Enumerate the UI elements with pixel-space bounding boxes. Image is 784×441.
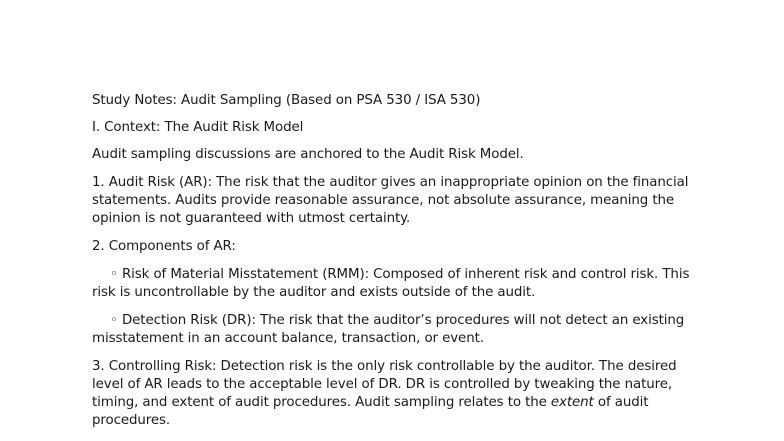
bullet-detection-risk: ◦ Detection Risk (DR): The risk that the auditor’s procedures will not detect an existing misstatement in an account balance, transaction, or event. bbox=[92, 313, 685, 346]
controlling-risk-text: 3. Controlling Risk: Detection risk is the only risk controllable by the auditor. The desired level of AR leads to the acceptable level of DR. DR is controlled by tweaking the nature, timing, and extent of audit procedures. Audit sampling relates to the bbox=[92, 359, 677, 410]
document-title: Study Notes: Audit Sampling (Based on PSA 530 / ISA 530) bbox=[92, 93, 481, 108]
bullet-rmm: ◦ Risk of Material Misstatement (RMM): Composed of inherent risk and control risk. This risk is uncontrollable by the auditor and exists outside of the audit. bbox=[92, 267, 690, 300]
intro-paragraph: Audit sampling discussions are anchored to the Audit Risk Model. bbox=[92, 147, 524, 162]
extent-emphasis: extent bbox=[550, 395, 594, 410]
point-controlling-risk bbox=[92, 358, 692, 430]
controlling-risk-tail: of audit procedures. bbox=[92, 395, 649, 428]
point-audit-risk: 1. Audit Risk (AR): The risk that the auditor gives an inappropriate opinion on the financial statements. Audits provide reasonable assurance, not absolute assurance, meaning the opinion is not guaranteed with utmost certainty. bbox=[92, 175, 689, 226]
document-page bbox=[92, 92, 692, 440]
section-heading: I. Context: The Audit Risk Model bbox=[92, 120, 304, 135]
point-components-heading: 2. Components of AR: bbox=[92, 239, 236, 254]
